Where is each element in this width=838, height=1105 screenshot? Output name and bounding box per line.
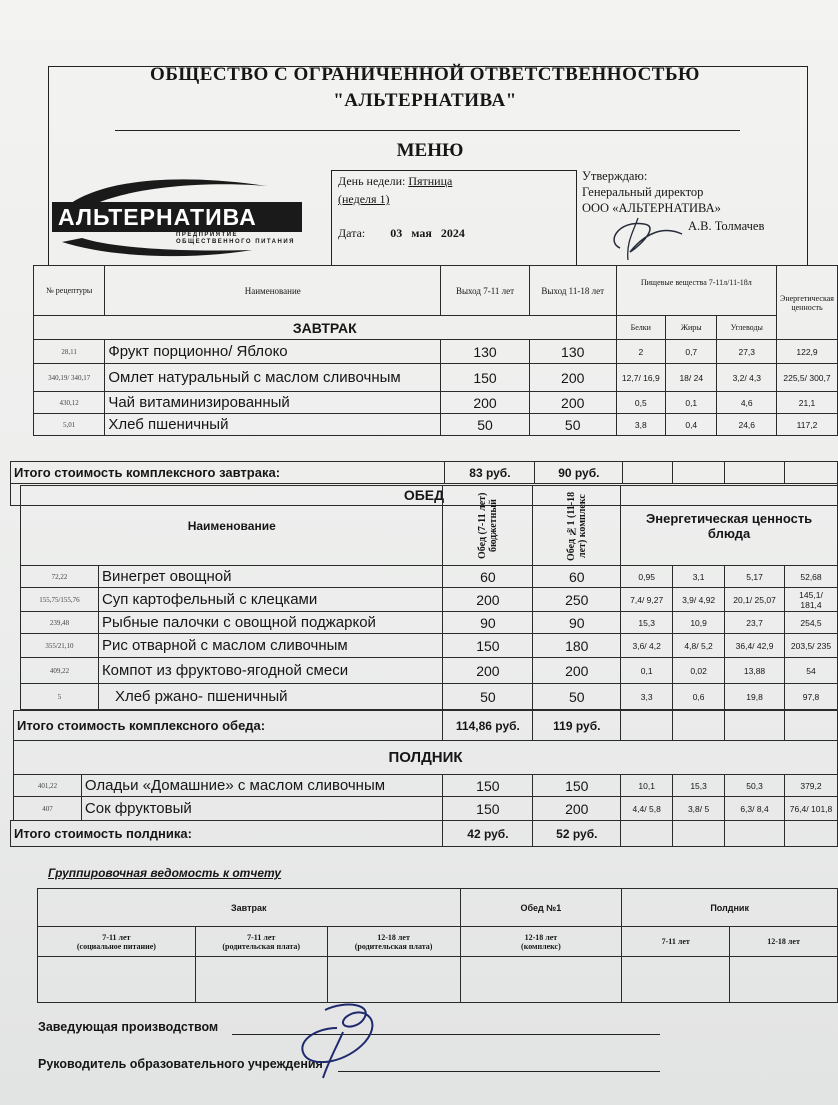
energy-value: 225,5/ 300,7	[777, 364, 838, 392]
dish-name: Хлеб пшеничный	[105, 414, 441, 436]
portion-11-18: 180	[533, 634, 621, 658]
recipe-code: 5	[21, 684, 99, 710]
portion-11-18: 50	[529, 414, 616, 436]
lunch-total-11-18: 119 руб.	[533, 711, 621, 741]
fat-value: 3,9/ 4,92	[673, 588, 725, 612]
carb-value: 19,8	[725, 684, 785, 710]
portion-11-18: 200	[529, 392, 616, 414]
recipe-code: 407	[14, 797, 82, 821]
energy-value: 254,5	[785, 612, 838, 634]
summary-cell[interactable]	[460, 957, 622, 1003]
energy-value: 76,4/ 101,8	[784, 797, 837, 821]
recipe-code: 340,19/ 340,17	[34, 364, 105, 392]
dish-name: Сок фруктовый	[81, 797, 443, 821]
summary-col-1-note: (социальное питание)	[76, 941, 156, 951]
lunch-col-energy-header: Энергетическая ценность блюда	[621, 486, 838, 566]
approval-name: А.В. Толмачев	[688, 219, 765, 233]
fat-value: 4,8/ 5,2	[673, 634, 725, 658]
week-value: (неделя 1)	[338, 192, 390, 206]
lunch-total-row	[14, 711, 838, 741]
lunch-col-o1-header	[443, 486, 533, 566]
summary-col-2-age: 7-11 лет	[247, 932, 276, 942]
protein-value: 15,3	[621, 612, 673, 634]
dish-name: Компот из фруктово-ягодной смеси	[98, 658, 443, 684]
carb-value: 6,3/ 8,4	[725, 797, 785, 821]
portion-11-18: 130	[529, 340, 616, 364]
protein-value: 3,6/ 4,2	[621, 634, 673, 658]
summary-col-5: 7-11 лет	[622, 927, 730, 957]
dish-name: Рыбные палочки с овощной поджаркой	[98, 612, 443, 634]
summary-col-2	[195, 927, 327, 957]
section-snack: ПОЛДНИК	[14, 741, 838, 775]
protein-value: 0,95	[621, 566, 673, 588]
summary-col-1-age: 7-11 лет	[102, 932, 131, 942]
sub-protein: Белки	[616, 316, 665, 340]
date-line	[338, 226, 465, 241]
approval-block	[582, 168, 721, 216]
snack-table	[13, 774, 838, 821]
col-out2-header: Выход 11-18 лет	[529, 266, 616, 316]
sub-carb: Углеводы	[717, 316, 777, 340]
recipe-code: 401,22	[14, 775, 82, 797]
portion-7-11: 130	[441, 340, 530, 364]
recipe-code: 155,75/155,76	[21, 588, 99, 612]
fat-value: 15,3	[673, 775, 725, 797]
portion-7-11: 150	[441, 364, 530, 392]
handwritten-signature-icon	[285, 998, 395, 1083]
summary-header-row	[38, 889, 838, 927]
protein-value: 12,7/ 16,9	[616, 364, 665, 392]
breakfast-total-7-11: 83 руб.	[445, 462, 535, 484]
date-year: 2024	[440, 226, 465, 240]
snack-total-7-11: 42 руб.	[443, 821, 533, 847]
carb-value: 3,2/ 4,3	[717, 364, 777, 392]
energy-value: 52,68	[785, 566, 838, 588]
energy-value: 54	[785, 658, 838, 684]
carb-value: 36,4/ 42,9	[725, 634, 785, 658]
portion-11-18: 150	[533, 775, 621, 797]
snack-total-row	[11, 821, 838, 847]
table-row	[21, 612, 838, 634]
energy-value: 122,9	[777, 340, 838, 364]
lunch-total-7-11: 114,86 руб.	[443, 711, 533, 741]
breakfast-section-row	[34, 316, 838, 340]
snack-section-row	[14, 741, 838, 775]
portion-7-11: 90	[443, 612, 533, 634]
energy-value: 97,8	[785, 684, 838, 710]
fat-value: 0,7	[666, 340, 717, 364]
fat-value: 0,02	[673, 658, 725, 684]
portion-7-11: 60	[443, 566, 533, 588]
energy-value: 21,1	[777, 392, 838, 414]
lunch-col-o1-label: Обед (7-11 лет) бюджетный	[476, 492, 499, 559]
day-value: Пятница	[408, 174, 453, 188]
carb-value: 23,7	[725, 612, 785, 634]
summary-col-4	[460, 927, 622, 957]
table-row	[14, 775, 838, 797]
table-row	[34, 414, 838, 436]
approval-line1: Утверждаю:	[582, 169, 648, 183]
table-row	[21, 634, 838, 658]
portion-11-18: 60	[533, 566, 621, 588]
portion-11-18: 250	[533, 588, 621, 612]
day-line	[338, 174, 452, 189]
summary-empty-row	[38, 957, 838, 1003]
summary-snack-header: Полдник	[622, 889, 838, 927]
protein-value: 7,4/ 9,27	[621, 588, 673, 612]
table-row	[21, 588, 838, 612]
dish-name: Суп картофельный с клецками	[98, 588, 443, 612]
fat-value: 10,9	[673, 612, 725, 634]
portion-7-11: 200	[443, 588, 533, 612]
protein-value: 0,1	[621, 658, 673, 684]
col-name-header: Наименование	[105, 266, 441, 316]
menu-title: МЕНЮ	[396, 140, 464, 161]
portion-7-11: 150	[443, 634, 533, 658]
table-row	[21, 658, 838, 684]
protein-value: 10,1	[621, 775, 673, 797]
protein-value: 3,3	[621, 684, 673, 710]
summary-col-3	[327, 927, 460, 957]
summary-cell[interactable]	[38, 957, 196, 1003]
carb-value: 27,3	[717, 340, 777, 364]
carb-value: 5,17	[725, 566, 785, 588]
breakfast-table	[33, 265, 838, 436]
energy-value: 117,2	[777, 414, 838, 436]
footer-line2-label: Руководитель образовательного учреждения	[38, 1057, 323, 1071]
recipe-code: 28,11	[34, 340, 105, 364]
breakfast-total-11-18: 90 руб.	[535, 462, 623, 484]
col-recipe-header: № рецептуры	[34, 266, 105, 316]
portion-7-11: 50	[443, 684, 533, 710]
recipe-code: 409,22	[21, 658, 99, 684]
approval-divider	[576, 170, 577, 265]
summary-col-3-age: 12-18 лет	[377, 932, 410, 942]
energy-value: 379,2	[784, 775, 837, 797]
fat-value: 0,6	[673, 684, 725, 710]
carb-value: 4,6	[717, 392, 777, 414]
energy-value: 145,1/ 181,4	[785, 588, 838, 612]
carb-value: 50,3	[725, 775, 785, 797]
recipe-code: 355/21,10	[21, 634, 99, 658]
lunch-total-label: Итого стоимость комплексного обеда:	[14, 711, 443, 741]
section-lunch: ОБЕД	[11, 484, 838, 506]
summary-col-6: 12-18 лет	[730, 927, 838, 957]
footer-line1-label: Заведующая производством	[38, 1020, 219, 1034]
table-row	[34, 364, 838, 392]
date-month: мая	[411, 226, 432, 240]
fat-value: 0,4	[666, 414, 717, 436]
recipe-code: 5,01	[34, 414, 105, 436]
portion-7-11: 50	[441, 414, 530, 436]
summary-cell[interactable]	[730, 957, 838, 1003]
energy-value: 203,5/ 235	[785, 634, 838, 658]
dish-name: Рис отварной с маслом сливочным	[98, 634, 443, 658]
snack-total-11-18: 52 руб.	[533, 821, 621, 847]
day-label: День недели:	[338, 174, 406, 188]
portion-7-11: 200	[443, 658, 533, 684]
lunch-table	[20, 485, 838, 710]
summary-cell[interactable]	[327, 957, 460, 1003]
portion-11-18: 200	[533, 658, 621, 684]
recipe-code: 430,12	[34, 392, 105, 414]
snack-total-label: Итого стоимость полдника:	[11, 821, 443, 847]
table-row	[34, 340, 838, 364]
summary-lunch-header: Обед №1	[460, 889, 622, 927]
portion-11-18: 90	[533, 612, 621, 634]
carb-value: 20,1/ 25,07	[725, 588, 785, 612]
recipe-code: 72,22	[21, 566, 99, 588]
fat-value: 3,1	[673, 566, 725, 588]
approval-line3: ООО «АЛЬТЕРНАТИВА»	[582, 201, 721, 215]
dish-name: Фрукт порционно/ Яблоко	[105, 340, 441, 364]
dish-name: Винегрет овощной	[98, 566, 443, 588]
table-row	[14, 797, 838, 821]
logo-wordmark: АЛЬТЕРНАТИВА	[52, 202, 302, 232]
org-name-line2: "АЛЬТЕРНАТИВА"	[333, 90, 517, 111]
summary-cell[interactable]	[622, 957, 730, 1003]
portion-7-11: 150	[443, 775, 533, 797]
summary-col-4-note: (комплекс)	[521, 941, 561, 951]
director-signature-icon	[600, 212, 690, 264]
protein-value: 2	[616, 340, 665, 364]
portion-11-18: 200	[533, 797, 621, 821]
summary-col-4-age: 12-18 лет	[524, 932, 558, 942]
logo-subtitle: ПРЕДПРИЯТИЕ ОБЩЕСТВЕННОГО ПИТАНИЯ	[176, 232, 295, 245]
fat-value: 18/ 24	[666, 364, 717, 392]
lunch-col-name-header: Наименование	[21, 486, 443, 566]
col-energy-header: Энергетическая ценность	[777, 266, 838, 340]
summary-col-3-note: (родительская плата)	[354, 941, 433, 951]
portion-7-11: 150	[443, 797, 533, 821]
approval-line2: Генеральный директор	[582, 185, 704, 199]
dish-name: Хлеб ржано- пшеничный	[98, 684, 443, 710]
breakfast-total-label: Итого стоимость комплексного завтрака:	[11, 462, 445, 484]
org-name-line1: ОБЩЕСТВО С ОГРАНИЧЕННОЙ ОТВЕТСТВЕННОСТЬЮ	[150, 64, 700, 85]
lunch-header-row	[21, 486, 838, 566]
date-day: 03	[390, 226, 403, 240]
summary-subheader-row	[38, 927, 838, 957]
carb-value: 24,6	[717, 414, 777, 436]
dish-name: Чай витаминизированный	[105, 392, 441, 414]
portion-11-18: 50	[533, 684, 621, 710]
carb-value: 13,88	[725, 658, 785, 684]
table-row	[21, 684, 838, 710]
lunch-total-table	[13, 710, 838, 775]
section-breakfast: ЗАВТРАК	[34, 316, 617, 340]
dish-name: Омлет натуральный с маслом сливочным	[105, 364, 441, 392]
summary-cell[interactable]	[195, 957, 327, 1003]
recipe-code: 239,48	[21, 612, 99, 634]
company-logo	[52, 172, 327, 262]
summary-table	[37, 888, 838, 1003]
protein-value: 0,5	[616, 392, 665, 414]
summary-col-1	[38, 927, 196, 957]
lunch-col-o2-header	[533, 486, 621, 566]
fat-value: 3,8/ 5	[673, 797, 725, 821]
date-label: Дата:	[338, 226, 366, 240]
table-row	[21, 566, 838, 588]
col-out1-header: Выход 7-11 лет	[441, 266, 530, 316]
summary-col-2-note: (родительская плата)	[222, 941, 301, 951]
snack-total-table	[10, 820, 838, 847]
breakfast-header-row	[34, 266, 838, 316]
summary-breakfast-header: Завтрак	[38, 889, 461, 927]
fat-value: 0,1	[666, 392, 717, 414]
lunch-col-o2-label: Обед №1 (11-18 лет) комплекс	[565, 490, 588, 561]
protein-value: 3,8	[616, 414, 665, 436]
portion-7-11: 200	[441, 392, 530, 414]
dish-name: Оладьи «Домашние» с маслом сливочным	[81, 775, 443, 797]
protein-value: 4,4/ 5,8	[621, 797, 673, 821]
breakfast-total-row	[11, 462, 838, 484]
table-row	[34, 392, 838, 414]
summary-title: Группировочная ведомость к отчету	[48, 866, 282, 880]
sub-fat: Жиры	[666, 316, 717, 340]
col-nutrients-header: Пищевые вещества 7-11л/11-18л	[616, 266, 776, 316]
portion-11-18: 200	[529, 364, 616, 392]
